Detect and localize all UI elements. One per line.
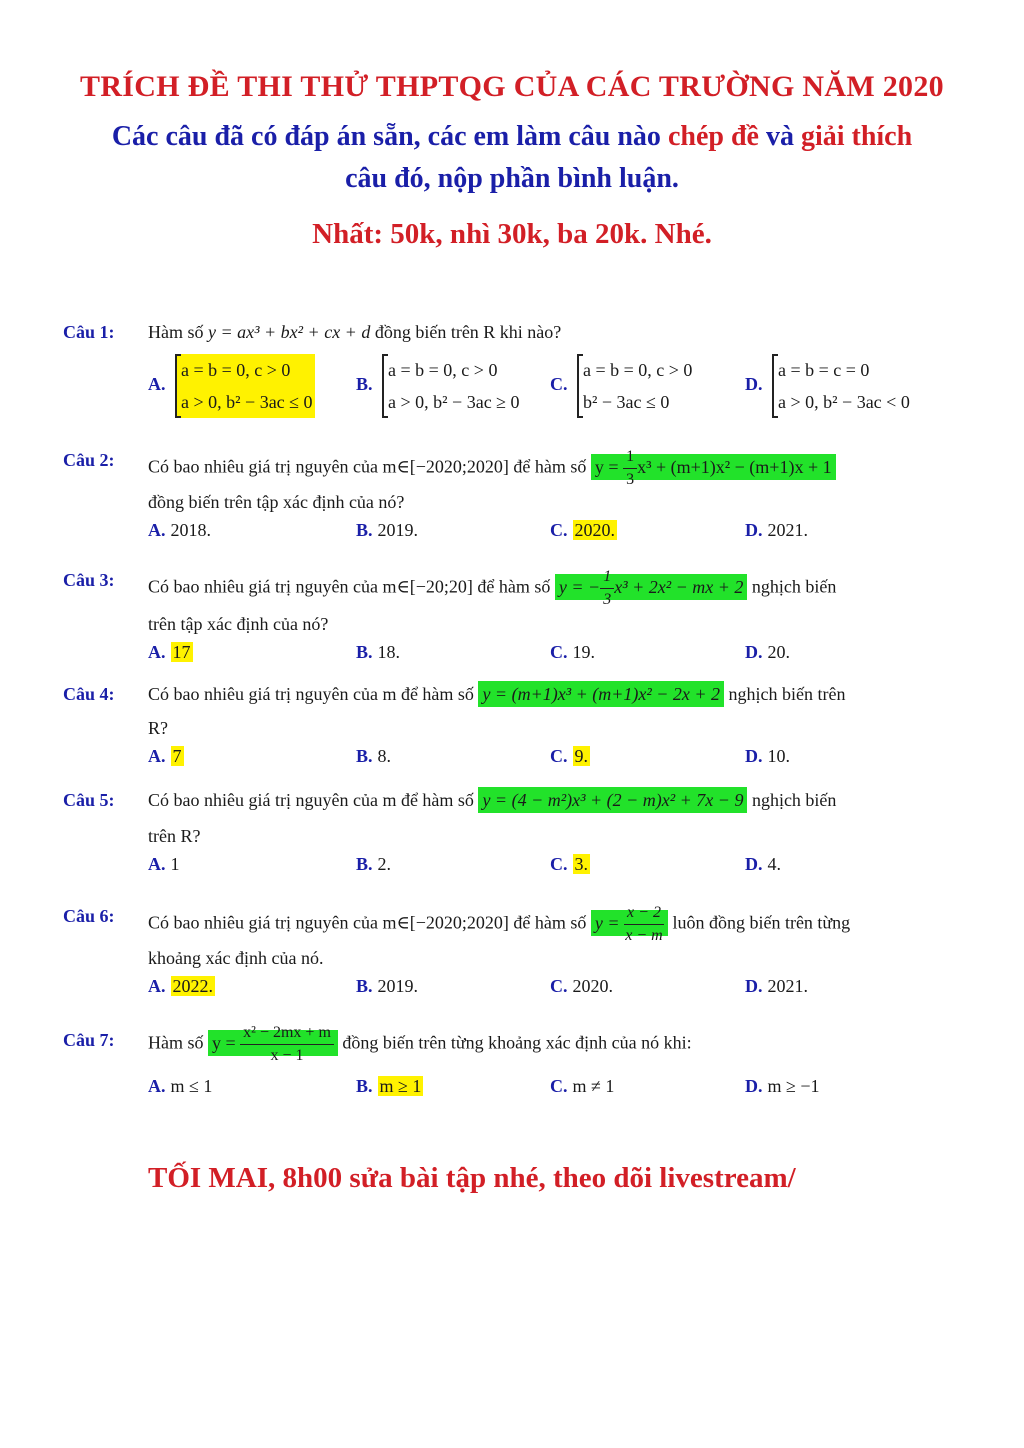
- option-value: 17: [172, 642, 191, 662]
- option-letter: D.: [745, 746, 763, 766]
- option-line1: a = b = c = 0: [778, 360, 870, 380]
- option-bracket: [772, 354, 910, 418]
- question-text-b: để hàm số: [508, 912, 591, 933]
- page-title: TRÍCH ĐỀ THI THỬ THPTQG CỦA CÁC TRƯỜNG NĂM 2020: [80, 70, 944, 103]
- option-d[interactable]: [745, 354, 910, 418]
- option-value: 18.: [377, 642, 401, 662]
- range: m∈[−20;20]: [382, 576, 473, 597]
- question-text-line2: trên R?: [148, 826, 201, 846]
- option-d[interactable]: [745, 854, 781, 875]
- question-text-c: nghịch biến: [747, 790, 837, 810]
- frac-den: 3: [626, 471, 635, 488]
- instructions-part2: và: [758, 121, 801, 152]
- prize-text: Nhất: 50k, nhì 30k, ba 20k. Nhé.: [312, 218, 712, 250]
- option-letter: B.: [356, 520, 373, 540]
- option-line2: b² − 3ac ≤ 0: [583, 392, 670, 412]
- option-letter: A.: [148, 642, 166, 662]
- formula-pre: y = −: [558, 576, 601, 597]
- option-line1: a = b = 0, c > 0: [388, 360, 498, 380]
- option-letter: A.: [148, 374, 166, 395]
- range: m∈[−2020;2020]: [382, 456, 509, 477]
- option-letter: B.: [356, 976, 373, 996]
- question-text: [148, 322, 561, 343]
- option-a[interactable]: [148, 976, 215, 997]
- question-text-c: luôn đồng biến trên từng: [667, 912, 851, 933]
- formula-post: x³ + (m+1)x² − (m+1)x + 1: [637, 456, 832, 477]
- option-letter: D.: [745, 976, 763, 996]
- option-letter: B.: [356, 746, 373, 766]
- formula: [591, 448, 836, 488]
- formula: y = ax³ + bx² + cx + d: [208, 322, 371, 342]
- question-text: [148, 902, 850, 947]
- fraction: [240, 1022, 334, 1067]
- option-letter: C.: [550, 1076, 568, 1096]
- question-text-a: Hàm số: [148, 1032, 208, 1053]
- question-text-b: để hàm số: [472, 576, 555, 597]
- option-letter: C.: [550, 854, 568, 874]
- option-value: 10.: [767, 746, 790, 766]
- option-letter: C.: [550, 374, 568, 395]
- option-value: 19.: [572, 642, 595, 662]
- option-letter: C.: [550, 642, 568, 662]
- option-b[interactable]: [356, 976, 418, 997]
- frac-den: 3: [603, 591, 612, 608]
- option-line1: a = b = 0, c > 0: [583, 360, 693, 380]
- option-d[interactable]: [745, 1076, 820, 1097]
- question-text-a: Có bao nhiêu giá trị nguyên của: [148, 576, 383, 597]
- fraction: [624, 902, 664, 947]
- formula-pre: y =: [594, 456, 624, 477]
- instructions-part1: Các câu đã có đáp án sẵn, các em làm câu nào: [111, 121, 668, 152]
- formula-post: x³ + 2x² − mx + 2: [614, 576, 744, 597]
- option-c[interactable]: [550, 520, 617, 541]
- option-letter: A.: [148, 746, 166, 766]
- option-line2: a > 0, b² − 3ac ≥ 0: [388, 392, 520, 412]
- option-d[interactable]: [745, 746, 790, 767]
- question-label: Câu 1:: [63, 322, 115, 342]
- option-letter: D.: [745, 520, 763, 540]
- instructions-red1: chép đề: [667, 121, 759, 152]
- fraction: [600, 566, 614, 611]
- option-line2: a > 0, b² − 3ac ≤ 0: [181, 392, 313, 412]
- option-c[interactable]: [550, 1076, 614, 1097]
- question-text-a: Hàm số: [148, 322, 208, 342]
- option-c[interactable]: [550, 642, 595, 663]
- fraction: [623, 446, 637, 491]
- question-text-a: Có bao nhiêu giá trị nguyên của m để hàm số: [148, 684, 479, 704]
- frac-num: x − 2: [624, 902, 664, 925]
- option-d[interactable]: [745, 520, 808, 541]
- option-d[interactable]: [745, 976, 808, 997]
- formula: y = (4 − m²)x³ + (2 − m)x² + 7x − 9: [478, 787, 747, 813]
- option-value: 4.: [767, 854, 781, 874]
- question-label: Câu 3:: [63, 570, 115, 590]
- formula: [591, 904, 668, 944]
- option-a[interactable]: [148, 746, 184, 767]
- option-letter: D.: [745, 374, 763, 395]
- question-text-c: nghịch biến trên: [724, 684, 846, 704]
- option-b[interactable]: [356, 854, 391, 875]
- question-text: [148, 446, 836, 491]
- option-line1: a = b = 0, c > 0: [181, 360, 291, 380]
- frac-den: x − 1: [270, 1047, 304, 1064]
- formula: [555, 568, 748, 608]
- option-value: 9.: [574, 746, 588, 766]
- option-bracket: [175, 354, 315, 418]
- question-text-line2: R?: [148, 718, 168, 738]
- option-bracket: [382, 354, 520, 418]
- option-value: 7: [172, 746, 182, 766]
- question-label: Câu 4:: [63, 684, 115, 704]
- option-c[interactable]: [550, 976, 613, 997]
- option-letter: D.: [745, 854, 763, 874]
- question-text-c: nghịch biến: [747, 576, 837, 597]
- option-letter: B.: [356, 642, 373, 662]
- option-letter: C.: [550, 746, 568, 766]
- question-text: [148, 790, 836, 811]
- option-value: 2020.: [572, 976, 613, 996]
- frac-den: x − m: [625, 927, 663, 944]
- option-value: 2022.: [172, 976, 213, 996]
- option-value: 2018.: [170, 520, 211, 540]
- option-value: 8.: [377, 746, 392, 766]
- option-a[interactable]: [148, 642, 193, 663]
- option-value: 2019.: [377, 520, 419, 540]
- instructions: [0, 116, 1024, 200]
- option-value: 2020.: [574, 520, 615, 540]
- option-b[interactable]: [356, 746, 391, 767]
- footer-announcement: TỐI MAI, 8h00 sửa bài tập nhé, theo dõi livestream/: [148, 1162, 796, 1194]
- option-value: 2021.: [767, 976, 808, 996]
- option-value: m ≥ 1: [379, 1076, 422, 1096]
- header: [0, 70, 1024, 251]
- option-value: 20.: [767, 642, 790, 662]
- option-letter: D.: [745, 642, 763, 662]
- question-text-line2: khoảng xác định của nó.: [148, 948, 324, 968]
- option-value: m ≤ 1: [170, 1076, 213, 1096]
- question-label: Câu 2:: [63, 450, 115, 470]
- instructions-red2: giải thích: [800, 121, 913, 152]
- range: m∈[−2020;2020]: [382, 912, 509, 933]
- option-letter: B.: [356, 854, 373, 874]
- option-c[interactable]: [550, 354, 692, 418]
- option-a[interactable]: [148, 854, 180, 875]
- frac-num: 1: [623, 446, 637, 469]
- question-text-a: Có bao nhiêu giá trị nguyên của: [148, 912, 383, 933]
- option-value: 2019.: [377, 976, 419, 996]
- question-text-a: Có bao nhiêu giá trị nguyên của m để hàm số: [148, 790, 479, 810]
- option-letter: A.: [148, 1076, 166, 1096]
- option-line2: a > 0, b² − 3ac < 0: [778, 392, 910, 412]
- formula: [208, 1024, 338, 1064]
- option-b[interactable]: [356, 520, 418, 541]
- frac-num: x² − 2mx + m: [240, 1022, 334, 1045]
- question-text-a: Có bao nhiêu giá trị nguyên của: [148, 456, 383, 477]
- option-b[interactable]: [356, 1076, 423, 1097]
- question-text: [148, 566, 836, 611]
- option-letter: B.: [356, 1076, 373, 1096]
- option-c[interactable]: [550, 854, 590, 875]
- option-letter: A.: [148, 976, 166, 996]
- question-text-b: đồng biến trên R khi nào?: [370, 322, 562, 342]
- question-text-line2: đồng biến trên tập xác định của nó?: [148, 492, 405, 512]
- option-value: 2021.: [767, 520, 808, 540]
- option-value: 3.: [574, 854, 588, 874]
- option-letter: C.: [550, 520, 568, 540]
- frac-num: 1: [600, 566, 614, 589]
- option-a[interactable]: [148, 1076, 212, 1097]
- question-text-c: đồng biến trên từng khoảng xác định của nó khi:: [337, 1032, 692, 1053]
- question-label: Câu 6:: [63, 906, 115, 926]
- option-value: 2.: [377, 854, 392, 874]
- question-text-line2: trên tập xác định của nó?: [148, 614, 329, 634]
- option-b[interactable]: [356, 642, 400, 663]
- option-a[interactable]: [148, 520, 211, 541]
- option-bracket: [577, 354, 692, 418]
- question-text-b: để hàm số: [508, 456, 591, 477]
- option-letter: A.: [148, 520, 166, 540]
- option-c[interactable]: [550, 746, 590, 767]
- option-letter: C.: [550, 976, 568, 996]
- option-letter: B.: [356, 374, 373, 395]
- instructions-line2: câu đó, nộp phần bình luận.: [345, 163, 679, 194]
- formula-pre: y =: [594, 912, 625, 933]
- option-a[interactable]: [148, 354, 315, 418]
- question-label: Câu 5:: [63, 790, 115, 810]
- option-letter: A.: [148, 854, 166, 874]
- formula-pre: y =: [212, 1032, 241, 1053]
- formula: y = (m+1)x³ + (m+1)x² − 2x + 2: [478, 681, 724, 707]
- option-d[interactable]: [745, 642, 790, 663]
- question-text: [148, 1022, 692, 1067]
- option-value: m ≥ −1: [767, 1076, 820, 1096]
- option-value: m ≠ 1: [572, 1076, 615, 1096]
- option-letter: D.: [745, 1076, 763, 1096]
- question-label: Câu 7:: [63, 1030, 115, 1050]
- option-value: 1: [170, 854, 180, 874]
- question-text: [148, 684, 846, 705]
- option-b[interactable]: [356, 354, 520, 418]
